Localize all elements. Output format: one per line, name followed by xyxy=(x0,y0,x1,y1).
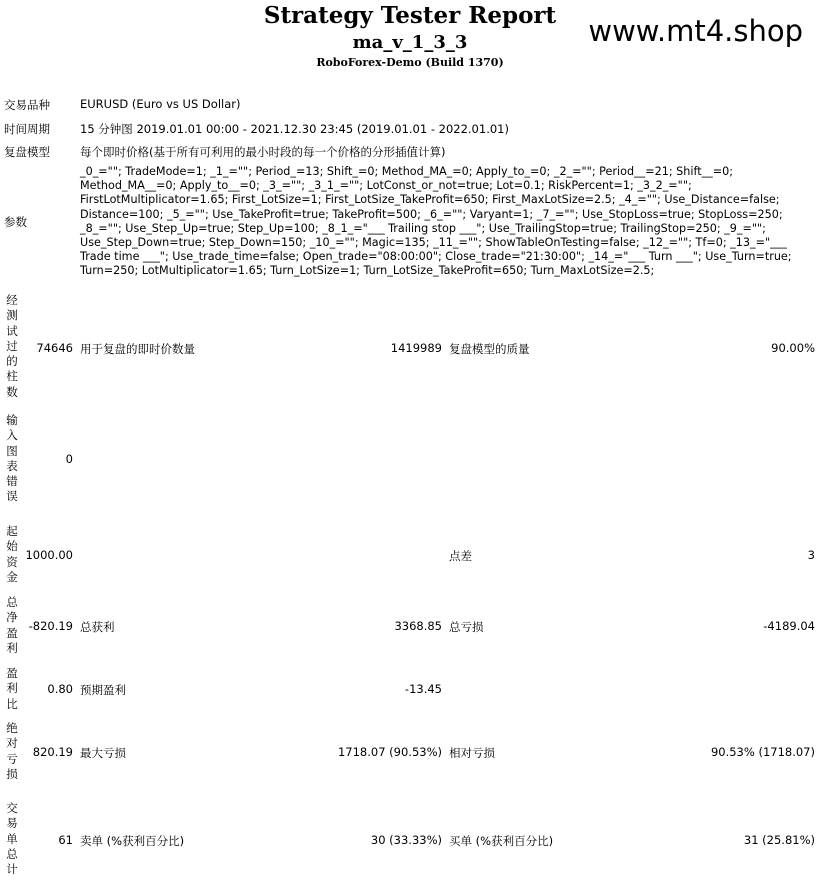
errors-value: 0 xyxy=(65,452,73,466)
payoff-value: -13.45 xyxy=(404,682,442,696)
trades-label: 交易单总计 xyxy=(6,801,18,877)
payoff-label: 预期盈利 xyxy=(80,683,126,697)
symbol-label: 交易品种 xyxy=(4,98,50,112)
model-label: 复盘模型 xyxy=(4,145,50,159)
deposit-value: 1000.00 xyxy=(25,548,73,562)
bars-label: 经测试过的柱数 xyxy=(6,293,18,399)
bars-value: 74646 xyxy=(36,341,73,355)
spread-value: 3 xyxy=(807,548,815,562)
rel-dd-value: 90.53% (1718.07) xyxy=(710,745,815,759)
max-dd-label: 最大亏损 xyxy=(80,746,126,760)
deposit-label: 起始资金 xyxy=(6,524,18,584)
quality-label: 复盘模型的质量 xyxy=(449,342,530,356)
trades-value: 61 xyxy=(58,833,73,847)
gross-profit-value: 3368.85 xyxy=(394,619,442,633)
ticks-label: 用于复盘的即时价数量 xyxy=(80,342,195,356)
report-title: Strategy Tester Report xyxy=(263,2,557,29)
max-dd-value: 1718.07 (90.53%) xyxy=(337,745,442,759)
pf-value: 0.80 xyxy=(47,682,73,696)
period-value: 15 分钟图 2019.01.01 00:00 - 2021.12.30 23:45 (2019.01.01 - 2022.01.01) xyxy=(80,122,509,136)
params-value: _0_=""; TradeMode=1; _1_=""; Period_=13; Shift_=0; Method_MA_=0; Apply_to_=0; _2_=""; Period__=21; Shift__=0; Method_MA__=0; Apply_to__=0; _3_=""; _3_1_=""; LotConst_or_not=true; Lot=0.1; RiskPercent=1; _3_2_=""; FirstLotMultiplicator=1.65; First_LotSize=1; First_LotSize_TakeProfit=650; First_MaxLotSize=2.5; _4_=""; Use_Distance=false; Distance=100; _5_=""; Use_TakeProfit=true; TakeProfit=500; _6_=""; Varyant=1; _7_=""; Use_StopLoss=true; StopLoss=250; _8_=""; Use_Step_Up=true; Step_Up=100; _8_1_="___ Trailing stop ___"; Use_TrailingStop=true; TrailingStop=250; _9_=""; Use_Step_Down=true; Step_Down=150; _10_=""; Magic=135; _11_=""; ShowTableOnTesting=false; _12_=""; Tf=0; _13_="___ Trade time ___"; Use_trade_time=false; Open_trade="08:00:00"; Close_trade="21:30:00"; _14_="___ Turn ___"; Use_Turn=true; Turn=250; LotMultiplicator=1.65; Turn_LotSize=1; Turn_LotSize_TakeProfit=650; Turn_MaxLotSize=2.5; xyxy=(80,165,792,278)
abs-dd-label: 绝对亏损 xyxy=(6,721,18,781)
gross-loss-value: -4189.04 xyxy=(763,619,815,633)
short-value: 30 (33.33%) xyxy=(370,833,442,847)
symbol-value: EURUSD (Euro vs US Dollar) xyxy=(80,97,241,111)
pf-label: 盈利比 xyxy=(6,666,18,711)
net-label: 总净盈利 xyxy=(6,595,18,655)
ticks-value: 1419989 xyxy=(390,341,442,355)
watermark-text: www.mt4.shop xyxy=(588,14,803,48)
long-label: 买单 (%获利百分比) xyxy=(449,834,554,848)
gross-loss-label: 总亏损 xyxy=(449,620,484,634)
server-build: RoboForex-Demo (Build 1370) xyxy=(316,56,504,69)
ea-name: ma_v_1_3_3 xyxy=(352,32,468,53)
spread-label: 点差 xyxy=(449,549,472,563)
abs-dd-value: 820.19 xyxy=(32,745,73,759)
report-header xyxy=(0,0,825,80)
net-value: -820.19 xyxy=(28,619,73,633)
model-value: 每个即时价格(基于所有可利用的最小时段的每一个价格的分形插值计算) xyxy=(80,145,446,159)
quality-value: 90.00% xyxy=(771,341,815,355)
rel-dd-label: 相对亏损 xyxy=(449,746,495,760)
short-label: 卖单 (%获利百分比) xyxy=(80,834,185,848)
period-label: 时间周期 xyxy=(4,122,50,136)
params-label: 参数 xyxy=(4,215,27,229)
long-value: 31 (25.81%) xyxy=(743,833,815,847)
errors-label: 输入图表错误 xyxy=(6,413,18,504)
gross-profit-label: 总获利 xyxy=(80,620,115,634)
